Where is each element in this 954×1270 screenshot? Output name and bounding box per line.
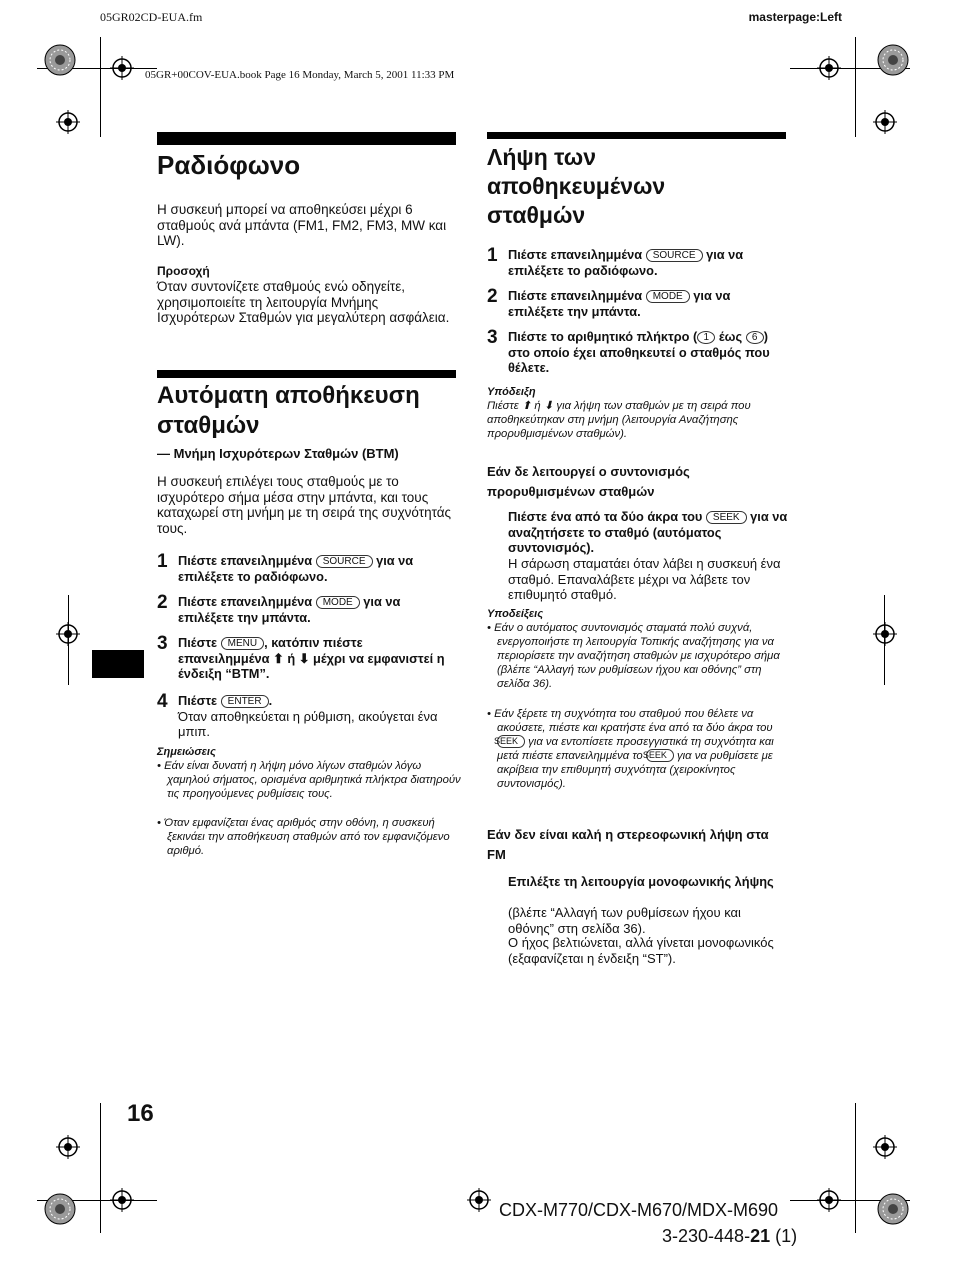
step-text: Πιέστε επανειλημμένα MODE για να επιλέξετε την μπάντα. [508, 288, 731, 319]
step-number: 2 [157, 592, 168, 613]
note-item: • Όταν εμφανίζεται ένας αριθμός στην οθόνη, η συσκευή ξεκινάει την αποθήκευση σταθμών από τον εμφανιζόμενο αριθμό. [157, 817, 450, 857]
section-title-recall [487, 143, 665, 230]
crop-line [100, 1103, 101, 1233]
step-text: Πιέστε επανειλημμένα MODE για να επιλέξετε την μπάντα. [178, 594, 401, 625]
step-text: Πιέστε το αριθμητικό πλήκτρο ( 1 έως 6 ) στο οποίο έχει αποθηκευτεί ο σταθμός που θέλετε. [508, 329, 770, 375]
menu-key: MENU [221, 637, 264, 650]
step-number: 1 [487, 245, 498, 266]
step-number: 4 [157, 691, 168, 712]
color-rose-icon [44, 44, 76, 76]
header-masterpage: masterpage:Left [748, 10, 842, 24]
caution-text: Όταν συντονίζετε σταθμούς ενώ οδηγείτε, χρησιμοποιείτε τη λειτουργία Μνήμης Ισχυρότερων Σταθμών για μεγαλύτερη ασφάλεια. [157, 279, 450, 325]
seek-text: Η σάρωση σταματάει όταν λάβει η συσκευή ένα σταθμό. Επαναλάβετε μέχρι να λάβετε τον επιθυμητό σταθμό. [508, 556, 781, 602]
color-rose-icon [44, 1193, 76, 1225]
registration-mark-icon [56, 622, 80, 646]
crop-line [100, 37, 101, 137]
header-book-line: 05GR+00COV-EUA.book Page 16 Monday, March 5, 2001 11:33 PM [145, 69, 455, 81]
section-bar [157, 132, 456, 145]
step [487, 288, 787, 319]
step-number: 3 [157, 633, 168, 654]
btm-intro: Η συσκευή επιλέγει τους σταθμούς με το ισχυρότερο σήμα μέσα στην μπάντα, και τους καταχωρεί στη μνήμη με τη σειρά της συχνότητάς τους. [157, 474, 452, 536]
hint-title: Υπόδειξη [487, 386, 536, 398]
step-text: Πιέστε επανειλημμένα SOURCE για να επιλέξετε το ραδιόφωνο. [178, 553, 414, 584]
seek-key: SEEK [646, 749, 674, 762]
part-code: 3-230-448-21 (1) [662, 1226, 798, 1246]
registration-mark-icon [873, 622, 897, 646]
section-bar [157, 370, 456, 378]
hints-title: Υποδείξεις [487, 608, 544, 620]
page-number: 16 [127, 1100, 154, 1127]
step [157, 635, 457, 682]
registration-mark-icon [467, 1188, 491, 1212]
subsection-title: Εάν δεν είναι καλή η στερεοφωνική λήψη στα FM [487, 827, 769, 862]
note-item: • Εάν είναι δυνατή η λήψη μόνο λίγων σταθμών λόγω χαμηλού σήματος, ορισμένα αριθμητικά πλήκτρα διατηρούν τις προηγούμενες ρυθμίσεις τους. [157, 760, 461, 800]
seek-instruction: Πιέστε ένα από τα δύο άκρα του SEEK για να αναζητήσετε το σταθμό (αυτόματος συντονισμός). [508, 509, 788, 555]
registration-mark-icon [817, 1188, 841, 1212]
caution-title: Προσοχή [157, 264, 210, 278]
step-number: 3 [487, 327, 498, 348]
step [157, 594, 457, 625]
step-text: Πιέστε MENU , κατόπιν πιέστε επανειλημμένα ⬆ ή ⬇ μέχρι να εμφανιστεί η ένδειξη “BTM”. [178, 635, 445, 681]
title-line: Λήψη των [487, 144, 597, 170]
preset-key-6: 6 [746, 331, 764, 344]
title-line: αποθηκευμένων [487, 173, 666, 199]
registration-mark-icon [873, 110, 897, 134]
notes-title: Σημειώσεις [157, 746, 216, 758]
registration-mark-icon [56, 1135, 80, 1159]
up-down-arrows-icon: ⬆ ή ⬇ [273, 650, 310, 666]
mono-text: Ο ήχος βελτιώνεται, αλλά γίνεται μονοφωνικός (εξαφανίζεται η ένδειξη “ST”). [508, 935, 774, 966]
source-key: SOURCE [316, 555, 373, 568]
section-title-radio: Ραδιόφωνο [157, 150, 301, 180]
mono-instruction: Επιλέξτε τη λειτουργία μονοφωνικής λήψης [508, 874, 774, 889]
source-key: SOURCE [646, 249, 703, 262]
step-number: 1 [157, 551, 168, 572]
step [157, 693, 457, 740]
crop-line [855, 37, 856, 137]
step-note: Όταν αποθηκεύεται η ρύθμιση, ακούγεται ένα μπιπ. [178, 708, 438, 739]
section-title-auto-store [157, 381, 420, 441]
title-line: σταθμών [157, 412, 260, 439]
btm-subtitle: — Μνήμη Ισχυρότερων Σταθμών (BTM) [157, 446, 399, 461]
color-rose-icon [877, 1193, 909, 1225]
section-tab [92, 650, 144, 678]
step-text: Πιέστε επανειλημμένα SOURCE για να επιλέξετε το ραδιόφωνο. [508, 247, 744, 278]
step [487, 329, 787, 376]
registration-mark-icon [110, 1188, 134, 1212]
hint-text: Πιέστε ⬆ ή ⬇ για λήψη των σταθμών με τη σειρά που αποθηκεύτηκαν στη μνήμη (λειτουργία Αναζήτησης προρυθμισμένων σταθμών). [487, 400, 751, 440]
seek-key: SEEK [706, 511, 747, 524]
registration-mark-icon [110, 56, 134, 80]
registration-mark-icon [873, 1135, 897, 1159]
step [157, 553, 457, 584]
color-rose-icon [877, 44, 909, 76]
step-number: 2 [487, 286, 498, 307]
preset-key-1: 1 [697, 331, 715, 344]
subsection-title: Εάν δε λειτουργεί ο συντονισμός προρυθμισμένων σταθμών [487, 464, 690, 499]
section-bar [487, 132, 786, 139]
mono-text: (βλέπε “Αλλαγή των ρυθμίσεων ήχου και οθόνης” στη σελίδα 36). [508, 905, 741, 936]
crop-line [855, 1103, 856, 1233]
title-line: σταθμών [487, 202, 586, 228]
mode-key: MODE [316, 596, 360, 609]
registration-mark-icon [817, 56, 841, 80]
header-filename: 05GR02CD-EUA.fm [100, 10, 203, 24]
model-number: CDX-M770/CDX-M670/MDX-M690 [499, 1200, 779, 1220]
title-line: Αυτόματη αποθήκευση [157, 382, 420, 409]
hint-item: • Εάν ο αυτόματος συντονισμός σταματά πολύ συχνά, ενεργοποιήστε τη λειτουργία Τοπικής αναζήτησης για να περιορίσετε την αναζήτηση σταθμών με ισχυρότερο σήμα (βλέπε “Αλλαγή των ρυθμίσεων ήχου και οθόνης” στη σελίδα 36). [487, 622, 780, 690]
registration-mark-icon [56, 110, 80, 134]
mode-key: MODE [646, 290, 690, 303]
step [487, 247, 787, 278]
enter-key: ENTER [221, 695, 269, 708]
radio-intro: Η συσκευή μπορεί να αποθηκεύσει μέχρι 6 σταθμούς ανά μπάντα (FM1, FM2, FM3, MW και LW). [157, 202, 447, 248]
hint-item: • Εάν ξέρετε τη συχνότητα του σταθμού που θέλετε να ακούσετε, πιέστε και κρατήστε ένα από τα δύο άκρα του SEEK για να εντοπίσετε προσεγγιστικά τη συχνότητα και μετά πιέστε επανειλημμένα το SEEK για να ρυθμίσετε με ακρίβεια την επιθυμητή συχνότητα (χειροκίνητος συντονισμός). [487, 708, 774, 790]
seek-key: SEEK [497, 735, 525, 748]
step-text: Πιέστε ENTER . [178, 693, 273, 708]
